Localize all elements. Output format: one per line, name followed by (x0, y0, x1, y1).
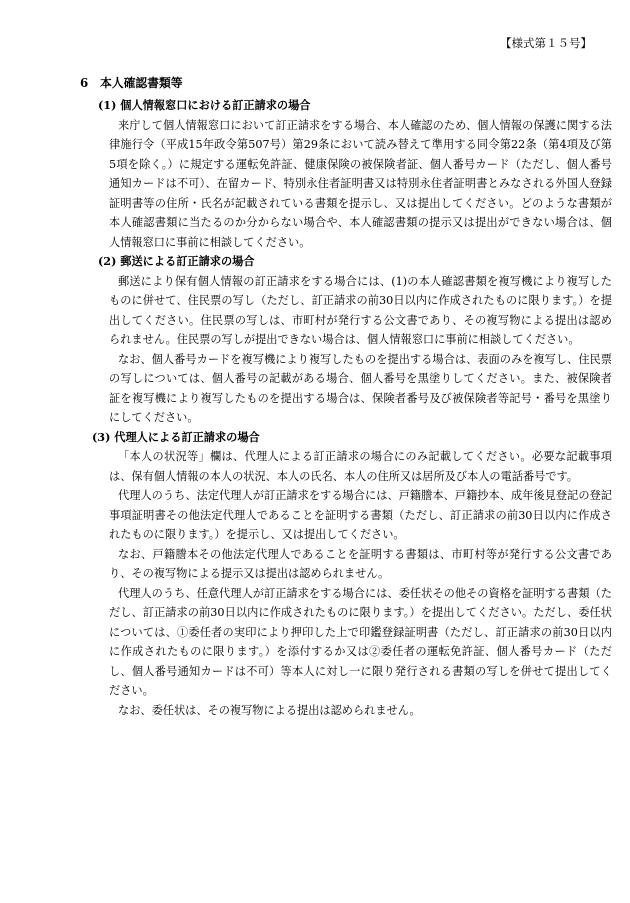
subsection-title-agent: (3) 代理人による訂正請求の場合 (92, 429, 260, 444)
paragraph: 代理人のうち、任意代理人が訂正請求をする場合には、委任状その他その資格を証明する書類（ただし、訂正請求の前30日以内に作成されたものに限ります。）を提出してください。ただし、委任状については、①委任者の実印により押印した上で印鑑登録証明書（ただし、訂正請求の前30日以内に作成されたものに限ります。）を添付するか又は②委任者の運転免許証、個人番号カード（ただし、個人番号通知カードは不可）等本人に対し一に限り発行される書類の写しを併せて提出してください。 (109, 586, 612, 697)
subsection-title-counter: (1) 個人情報窓口における訂正請求の場合 (98, 98, 311, 112)
paragraph: 来庁して個人情報窓口において訂正請求をする場合、本人確認のため、個人情報の保護に関する法律施行令（平成15年政令第507号）第29条において読み替えて準用する同令第22条（第4項及び第5項を除く。）に規定する運転免許証、健康保険の被保険者証、個人番号カード（ただし、個人番号通知カードは不可）、在留カード、特別永住者証明書又は特別永住者証明書とみなされる外国人登録証明書等の住所・氏名が記載されている書類を提示し、又は提出してください。どのような書類が本人確認書類に当たるのか分からない場合や、本人確認書類の提示又は提出ができない場合は、個人情報窓口に事前に相談してください。 (109, 118, 612, 249)
paragraph: 郵送により保有個人情報の訂正請求をする場合には、(1)の本人確認書類を複写機により複写したものに併せて、住民票の写し（ただし、訂正請求の前30日以内に作成されたものに限ります。）を提出してください。住民票の写しは、市町村が発行する公文書であり、その複写物による提出は認められません。住民票の写しが提出できない場合は、個人情報窓口に事前に相談してください。 (109, 274, 612, 346)
paragraph: なお、個人番号カードを複写機により複写したものを提出する場合は、表面のみを複写し、住民票の写しについては、個人番号の記載がある場合、個人番号を黒塗りしてください。また、被保険者証を複写機により複写したものを提出する場合は、保険者番号及び被保険者等記号・番号を黒塗りにしてください。 (109, 352, 612, 424)
subsection-title-mail: (2) 郵送による訂正請求の場合 (98, 254, 255, 268)
paragraph: 「本人の状況等」欄は、代理人による訂正請求の場合にのみ記載してください。必要な記載事項は、保有個人情報の本人の状況、本人の氏名、本人の住所又は居所及び本人の電話番号です。 (109, 450, 612, 483)
paragraph: なお、委任状は、その複写物による提出は認められません。 (118, 703, 421, 717)
document-body (92, 96, 612, 720)
section-heading: 6 本人確認書類等 (80, 76, 183, 90)
paragraph: なお、戸籍謄本その他法定代理人であることを証明する書類は、市町村等が発行する公文書であり、その複写物による提示又は提出は認められません。 (109, 547, 612, 580)
paragraph: 代理人のうち、法定代理人が訂正請求をする場合には、戸籍謄本、戸籍抄本、成年後見登記の登記事項証明書その他法定代理人であることを証明する書類（ただし、訂正請求の前30日以内に作成されたものに限ります。）を提示し、又は提出してください。 (109, 489, 612, 541)
form-number: 【様式第１５号】 (500, 36, 592, 50)
